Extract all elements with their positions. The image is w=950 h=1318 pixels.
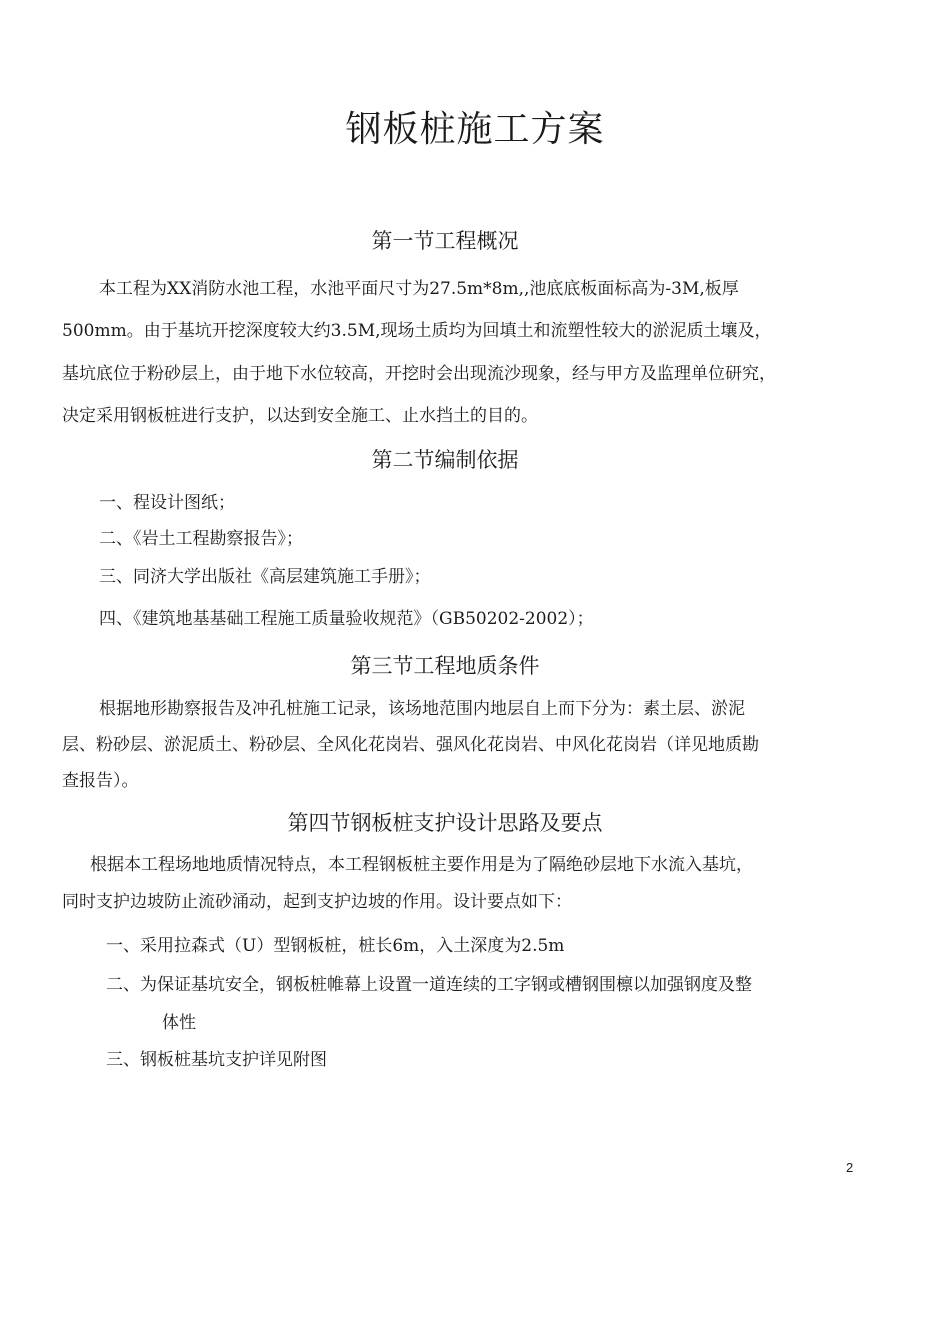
paragraph-line: 根据本工程场地地质情况特点，本工程钢板桩主要作用是为了隔绝砂层地下水流入基坑， <box>90 855 753 875</box>
paragraph-line: 本工程为XX消防水池工程，水池平面尺寸为27.5m*8m,,池底底板面标高为-3M,板厚 <box>99 279 739 299</box>
paragraph-line: 根据地形勘察报告及冲孔桩施工记录，该场地范围内地层自上而下分为：素土层、淤泥 <box>99 699 745 719</box>
list-item: 四、《建筑地基基础工程施工质量验收规范》（GB50202-2002）； <box>99 609 594 629</box>
document-title: 钢板桩施工方案 <box>345 109 605 150</box>
section-heading-basis: 第二节编制依据 <box>371 448 519 472</box>
paragraph-line: 同时支护边坡防止流砂涌动，起到支护边坡的作用。设计要点如下： <box>62 892 572 912</box>
paragraph-line: 决定采用钢板桩进行支护，以达到安全施工、止水挡土的目的。 <box>62 406 538 426</box>
paragraph-line: 查报告）。 <box>62 771 139 791</box>
list-item: 二、为保证基坑安全，钢板桩帷幕上设置一道连续的工字钢或槽钢围檩以加强钢度及整 <box>106 975 752 995</box>
paragraph-line: 500mm。由于基坑开挖深度较大约3.5M,现场土质均为回填土和流塑性较大的淤泥质土壤及， <box>62 321 772 341</box>
section-heading-design-points: 第四节钢板桩支护设计思路及要点 <box>287 811 603 835</box>
list-item: 一、程设计图纸； <box>99 493 235 513</box>
list-item-continuation: 体性 <box>162 1013 196 1033</box>
list-item: 一、采用拉森式（U）型钢板桩，桩长6m，入土深度为2.5m <box>106 936 565 956</box>
section-heading-geology: 第三节工程地质条件 <box>350 654 540 678</box>
section-heading-overview: 第一节工程概况 <box>371 229 519 253</box>
paragraph-line: 基坑底位于粉砂层上，由于地下水位较高，开挖时会出现流沙现象，经与甲方及监理单位研究， <box>62 364 776 384</box>
list-item: 二、《岩土工程勘察报告》； <box>99 529 303 549</box>
paragraph-line: 层、粉砂层、淤泥质土、粉砂层、全风化花岗岩、强风化花岗岩、中风化花岗岩（详见地质勘 <box>62 735 759 755</box>
list-item: 三、钢板桩基坑支护详见附图 <box>106 1050 327 1070</box>
list-item: 三、同济大学出版社《高层建筑施工手册》； <box>99 567 431 587</box>
page-number: 2 <box>846 1160 854 1175</box>
